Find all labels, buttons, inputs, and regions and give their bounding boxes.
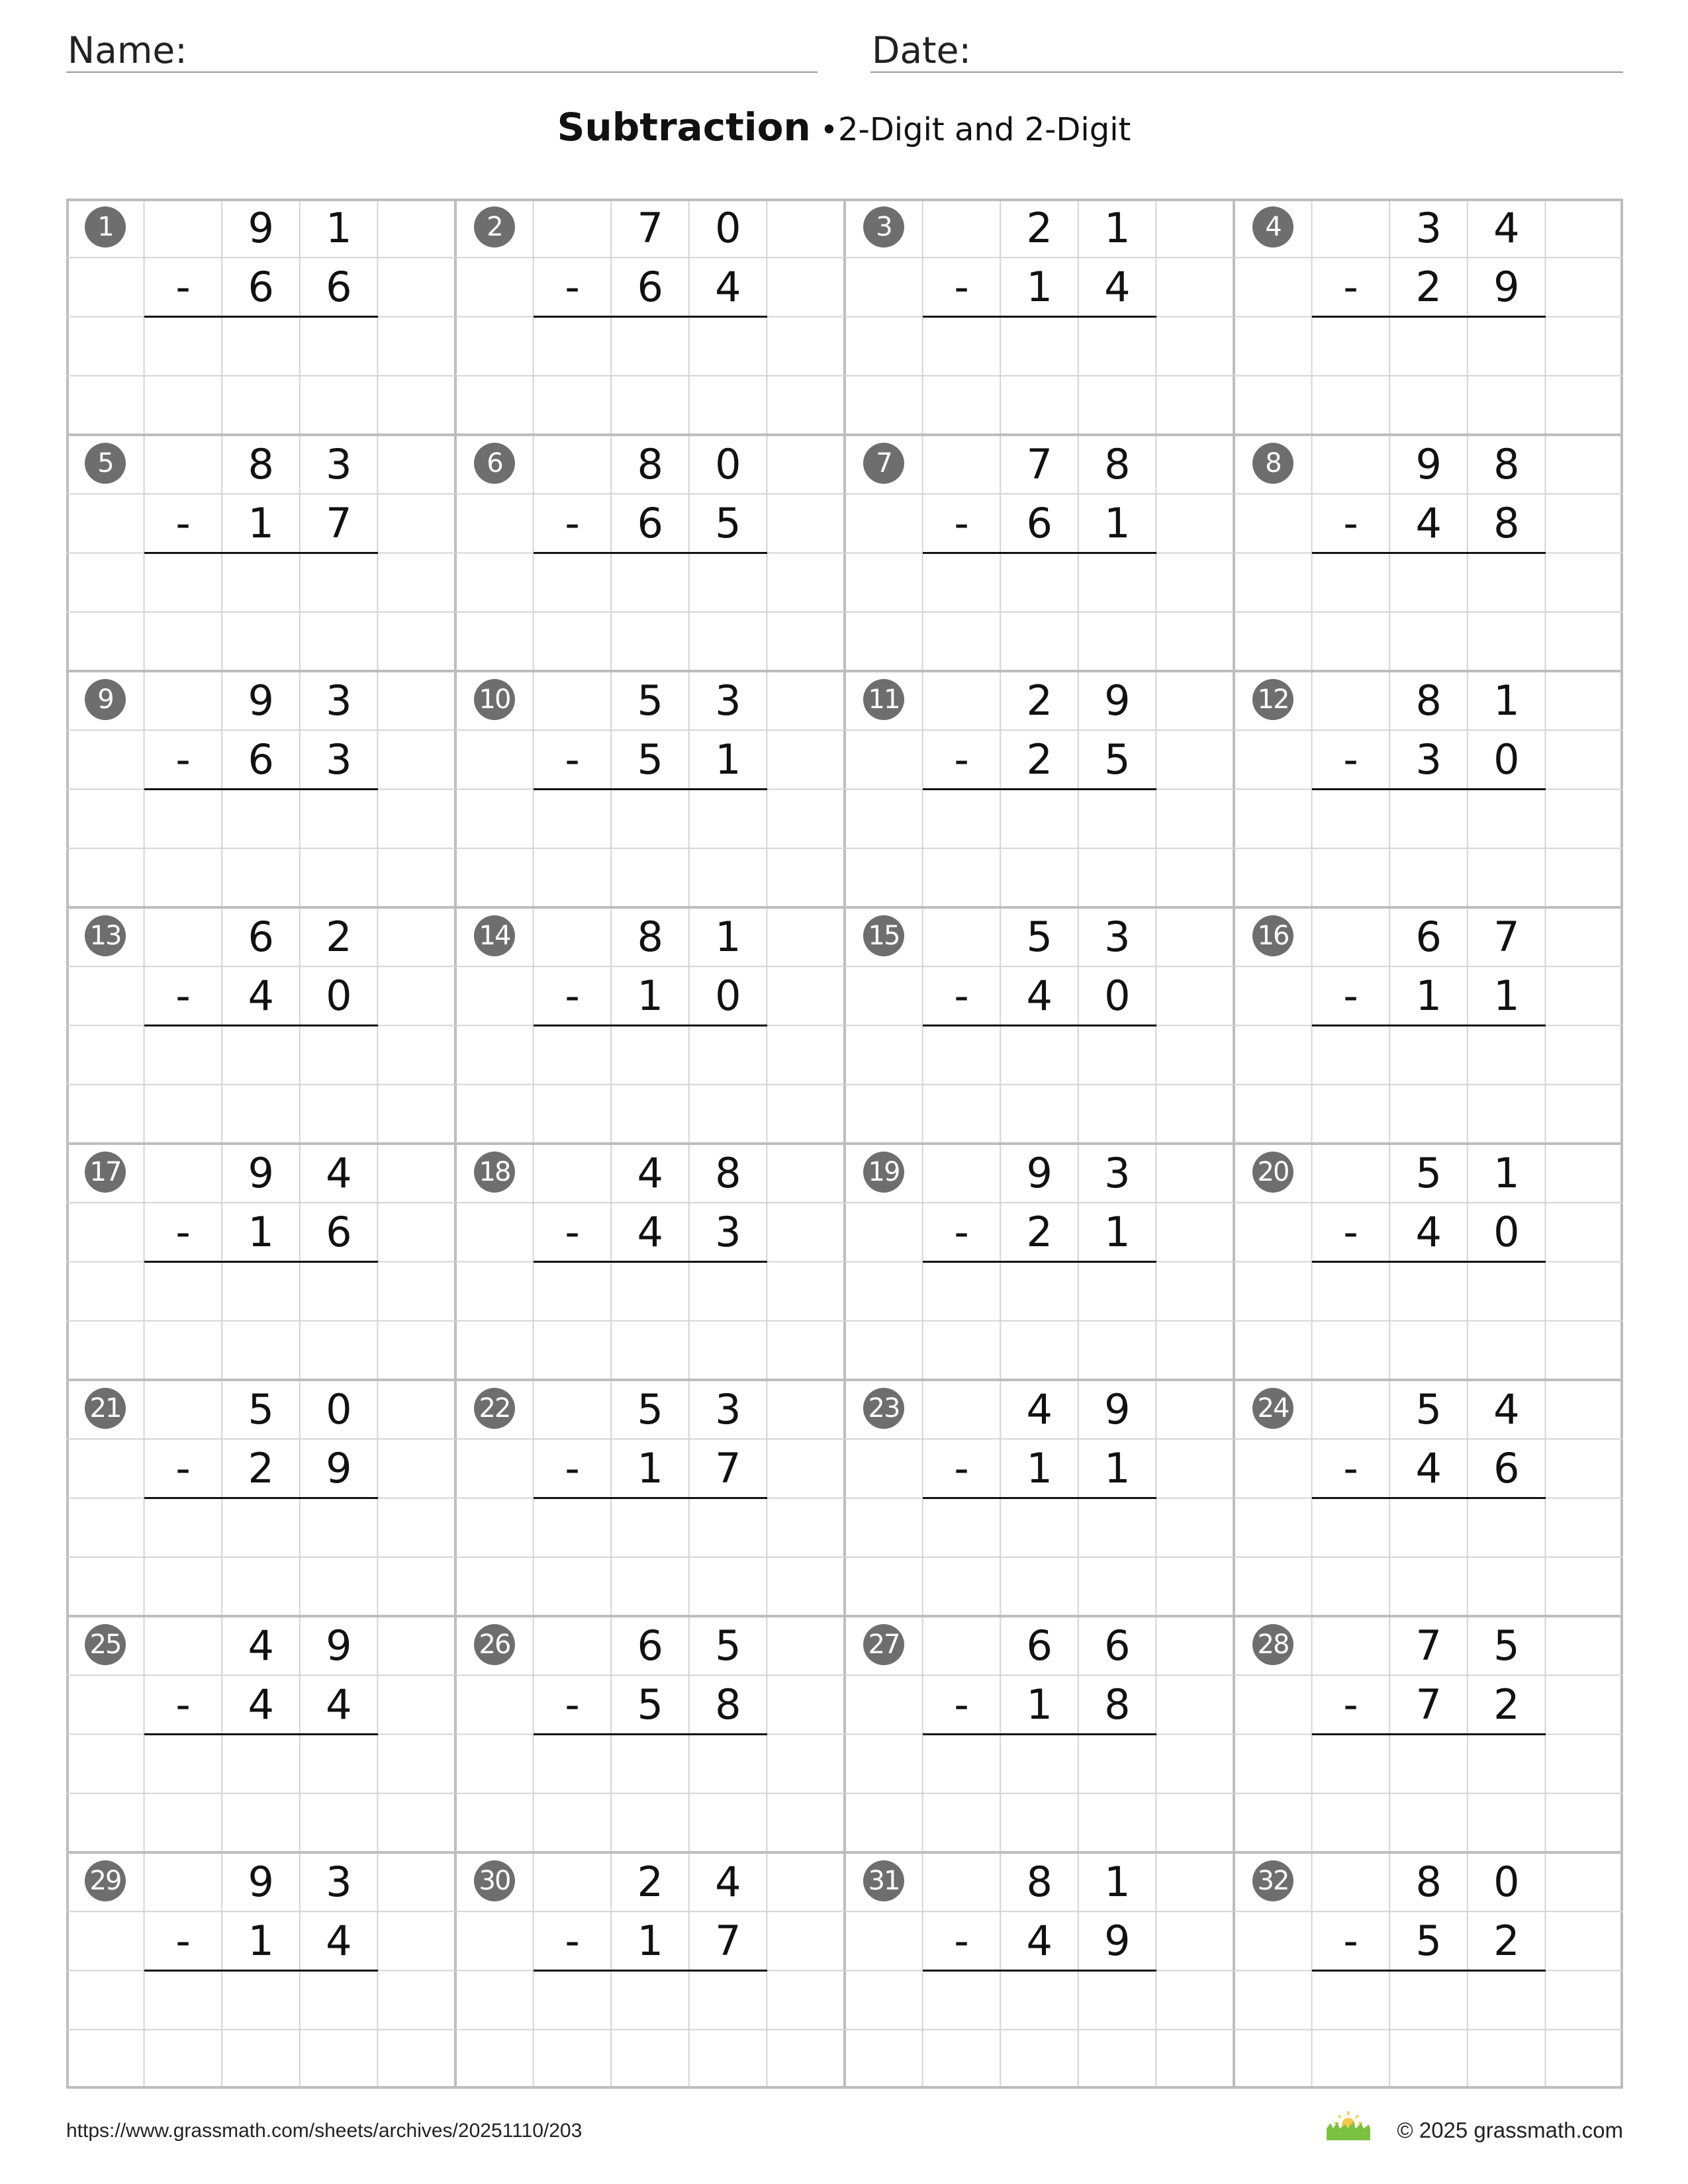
- minuend-ones-digit: 3: [715, 1385, 741, 1433]
- problem: [845, 1616, 1234, 1852]
- answer-area[interactable]: [1312, 1262, 1546, 1381]
- minuend-tens-digit: 8: [637, 440, 663, 488]
- minus-sign: -: [565, 1917, 580, 1966]
- answer-area[interactable]: [1312, 1735, 1546, 1853]
- subtrahend-tens-digit: 7: [1415, 1680, 1442, 1729]
- problem: [1234, 671, 1623, 907]
- subtrahend-ones-digit: 6: [1493, 1444, 1520, 1493]
- problem: [1234, 1144, 1623, 1380]
- answer-area[interactable]: [1312, 1971, 1546, 2089]
- subtrahend-tens-digit: 5: [637, 735, 663, 784]
- problem: [455, 1852, 845, 2089]
- minus-sign: -: [1343, 263, 1358, 312]
- problem-number-badge: 26: [474, 1624, 515, 1665]
- subtrahend-ones-digit: 9: [1493, 263, 1520, 312]
- subtrahend-ones-digit: 1: [1104, 1444, 1131, 1493]
- minus-sign: -: [1343, 1917, 1358, 1966]
- answer-area[interactable]: [534, 1498, 767, 1617]
- minuend-ones-digit: 3: [1104, 913, 1131, 961]
- minuend-ones-digit: 1: [1104, 204, 1131, 252]
- problem: [845, 435, 1234, 671]
- subtrahend-tens-digit: 1: [637, 972, 663, 1021]
- problem: [845, 907, 1234, 1144]
- answer-area[interactable]: [1312, 790, 1546, 908]
- minuend-tens-digit: 8: [637, 913, 663, 961]
- problem: [1234, 1380, 1623, 1616]
- minuend-ones-digit: 1: [1493, 1149, 1520, 1197]
- problem-number-badge: 23: [863, 1388, 904, 1429]
- problem: [66, 1380, 455, 1616]
- minuend-ones-digit: 7: [1493, 913, 1520, 961]
- minuend-tens-digit: 6: [637, 1621, 663, 1670]
- minuend-tens-digit: 8: [248, 440, 274, 488]
- problem-number-badge: 9: [85, 679, 126, 720]
- answer-area[interactable]: [144, 1026, 378, 1144]
- problem: [66, 1144, 455, 1380]
- subtrahend-tens-digit: 5: [637, 1680, 663, 1729]
- answer-area[interactable]: [1312, 1026, 1546, 1144]
- minus-sign: -: [954, 499, 969, 548]
- minuend-tens-digit: 9: [248, 1858, 274, 1906]
- subtrahend-ones-digit: 0: [1104, 972, 1131, 1021]
- minus-sign: -: [954, 1444, 969, 1493]
- minus-sign: -: [1343, 1680, 1358, 1729]
- minuend-tens-digit: 9: [248, 204, 274, 252]
- problem: [66, 671, 455, 907]
- minus-sign: -: [1343, 972, 1358, 1021]
- subtrahend-tens-digit: 2: [1415, 263, 1442, 312]
- subtrahend-ones-digit: 4: [326, 1680, 352, 1729]
- minus-sign: -: [565, 1444, 580, 1493]
- minuend-ones-digit: 8: [715, 1149, 741, 1197]
- problem: [66, 199, 455, 435]
- minuend-tens-digit: 2: [1026, 204, 1053, 252]
- problem-number-badge: 2: [474, 206, 515, 248]
- minuend-tens-digit: 8: [1026, 1858, 1053, 1906]
- minuend-tens-digit: 9: [1415, 440, 1442, 488]
- answer-area[interactable]: [144, 1262, 378, 1381]
- minuend-ones-digit: 9: [1104, 1385, 1131, 1433]
- footer-copyright: © 2025 grassmath.com: [1397, 2118, 1623, 2142]
- problem: [66, 1616, 455, 1852]
- answer-area[interactable]: [534, 553, 767, 672]
- name-field[interactable]: [66, 25, 818, 73]
- minuend-ones-digit: 0: [715, 204, 741, 252]
- minus-sign: -: [175, 1208, 191, 1257]
- problem: [845, 1852, 1234, 2089]
- minuend-ones-digit: 3: [326, 676, 352, 725]
- minus-sign: -: [175, 1444, 191, 1493]
- minuend-ones-digit: 1: [1104, 1858, 1131, 1906]
- minuend-tens-digit: 2: [1026, 676, 1053, 725]
- problem-number-badge: 11: [863, 679, 904, 720]
- subtrahend-ones-digit: 2: [1493, 1917, 1520, 1966]
- subtrahend-tens-digit: 1: [637, 1917, 663, 1966]
- problem-number-badge: 18: [474, 1152, 515, 1193]
- problem-grid: [66, 199, 1623, 2089]
- answer-area[interactable]: [534, 1735, 767, 1853]
- problem-number-badge: 21: [85, 1388, 126, 1429]
- minuend-tens-digit: 5: [1415, 1385, 1442, 1433]
- minuend-ones-digit: 9: [326, 1621, 352, 1670]
- subtrahend-tens-digit: 1: [248, 1917, 274, 1966]
- subtrahend-tens-digit: 3: [1415, 735, 1442, 784]
- problem-number-badge: 1: [85, 206, 126, 248]
- problem-number-badge: 20: [1252, 1152, 1293, 1193]
- subtrahend-ones-digit: 3: [715, 1208, 741, 1257]
- subtrahend-ones-digit: 4: [715, 263, 741, 312]
- minuend-ones-digit: 6: [1104, 1621, 1131, 1670]
- problem: [455, 435, 845, 671]
- answer-area[interactable]: [144, 317, 378, 435]
- minus-sign: -: [1343, 1444, 1358, 1493]
- minuend-ones-digit: 3: [1104, 1149, 1131, 1197]
- minus-sign: -: [175, 1680, 191, 1729]
- subtrahend-ones-digit: 8: [1104, 1680, 1131, 1729]
- subtrahend-tens-digit: 6: [637, 263, 663, 312]
- answer-area[interactable]: [923, 553, 1156, 672]
- minuend-ones-digit: 8: [1493, 440, 1520, 488]
- problem: [455, 1144, 845, 1380]
- minuend-tens-digit: 6: [248, 913, 274, 961]
- subtrahend-tens-digit: 4: [637, 1208, 663, 1257]
- problem-number-badge: 4: [1252, 206, 1293, 248]
- answer-area[interactable]: [534, 1026, 767, 1144]
- minuend-tens-digit: 5: [248, 1385, 274, 1433]
- minuend-tens-digit: 5: [637, 676, 663, 725]
- subtrahend-ones-digit: 6: [326, 1208, 352, 1257]
- problem: [1234, 199, 1623, 435]
- minuend-tens-digit: 9: [248, 676, 274, 725]
- problem: [455, 907, 845, 1144]
- minuend-tens-digit: 9: [248, 1149, 274, 1197]
- problem-number-badge: 16: [1252, 915, 1293, 956]
- minuend-ones-digit: 5: [715, 1621, 741, 1670]
- subtrahend-ones-digit: 0: [326, 972, 352, 1021]
- minuend-tens-digit: 7: [637, 204, 663, 252]
- minus-sign: -: [954, 972, 969, 1021]
- subtrahend-tens-digit: 6: [248, 735, 274, 784]
- minuend-ones-digit: 4: [1493, 204, 1520, 252]
- minus-sign: -: [954, 1208, 969, 1257]
- minuend-tens-digit: 4: [637, 1149, 663, 1197]
- problem-number-badge: 27: [863, 1624, 904, 1665]
- minus-sign: -: [175, 263, 191, 312]
- subtrahend-tens-digit: 6: [248, 263, 274, 312]
- minuend-ones-digit: 0: [1493, 1858, 1520, 1906]
- minuend-ones-digit: 9: [1104, 676, 1131, 725]
- answer-area[interactable]: [923, 1735, 1156, 1853]
- answer-area[interactable]: [923, 1026, 1156, 1144]
- subtrahend-ones-digit: 3: [326, 735, 352, 784]
- subtrahend-ones-digit: 1: [715, 735, 741, 784]
- subtrahend-ones-digit: 1: [1493, 972, 1520, 1021]
- problem: [1234, 907, 1623, 1144]
- subtrahend-tens-digit: 4: [1415, 1444, 1442, 1493]
- subtrahend-tens-digit: 2: [1026, 1208, 1053, 1257]
- answer-area[interactable]: [534, 1262, 767, 1381]
- minuend-ones-digit: 3: [326, 1858, 352, 1906]
- subtrahend-ones-digit: 9: [1104, 1917, 1131, 1966]
- answer-area[interactable]: [144, 1735, 378, 1853]
- subtrahend-tens-digit: 5: [1415, 1917, 1442, 1966]
- minuend-ones-digit: 2: [326, 913, 352, 961]
- problem: [455, 1616, 845, 1852]
- problem-number-badge: 12: [1252, 679, 1293, 720]
- grass-sun-logo-icon: [1325, 2109, 1372, 2142]
- subtrahend-ones-digit: 6: [326, 263, 352, 312]
- minuend-tens-digit: 6: [1415, 913, 1442, 961]
- answer-area[interactable]: [923, 1971, 1156, 2089]
- subtrahend-ones-digit: 1: [1104, 499, 1131, 548]
- minuend-ones-digit: 0: [326, 1385, 352, 1433]
- minuend-ones-digit: 1: [326, 204, 352, 252]
- minuend-ones-digit: 1: [1493, 676, 1520, 725]
- minuend-ones-digit: 4: [715, 1858, 741, 1906]
- problem: [1234, 435, 1623, 671]
- problem: [66, 1852, 455, 2089]
- subtrahend-tens-digit: 1: [1026, 1680, 1053, 1729]
- answer-area[interactable]: [534, 790, 767, 908]
- problem-number-badge: 24: [1252, 1388, 1293, 1429]
- subtrahend-ones-digit: 0: [1493, 735, 1520, 784]
- date-field[interactable]: [870, 25, 1623, 73]
- minuend-tens-digit: 3: [1415, 204, 1442, 252]
- minuend-ones-digit: 1: [715, 913, 741, 961]
- title-main: Subtraction: [557, 105, 811, 150]
- minus-sign: -: [175, 499, 191, 548]
- answer-area[interactable]: [923, 1262, 1156, 1381]
- subtrahend-ones-digit: 8: [715, 1680, 741, 1729]
- answer-area[interactable]: [144, 1498, 378, 1617]
- minuend-ones-digit: 0: [715, 440, 741, 488]
- answer-area[interactable]: [144, 790, 378, 908]
- problem: [66, 435, 455, 671]
- minuend-ones-digit: 8: [1104, 440, 1131, 488]
- minus-sign: -: [565, 1208, 580, 1257]
- minus-sign: -: [954, 1680, 969, 1729]
- problem: [1234, 1616, 1623, 1852]
- footer-url: https://www.grassmath.com/sheets/archives/20251110/203: [66, 2120, 583, 2142]
- answer-area[interactable]: [534, 1971, 767, 2089]
- minuend-tens-digit: 4: [248, 1621, 274, 1670]
- subtrahend-ones-digit: 0: [715, 972, 741, 1021]
- subtrahend-tens-digit: 2: [248, 1444, 274, 1493]
- minuend-tens-digit: 4: [1026, 1385, 1053, 1433]
- date-label: Date:: [872, 29, 971, 71]
- minuend-tens-digit: 7: [1026, 440, 1053, 488]
- problem-number-badge: 29: [85, 1860, 126, 1901]
- problem-number-badge: 10: [474, 679, 515, 720]
- minuend-tens-digit: 7: [1415, 1621, 1442, 1670]
- minus-sign: -: [565, 263, 580, 312]
- problem: [455, 671, 845, 907]
- problem-number-badge: 28: [1252, 1624, 1293, 1665]
- problem-number-badge: 6: [474, 443, 515, 484]
- minus-sign: -: [1343, 735, 1358, 784]
- answer-area[interactable]: [923, 1498, 1156, 1617]
- minus-sign: -: [565, 499, 580, 548]
- problem-number-badge: 17: [85, 1152, 126, 1193]
- answer-area[interactable]: [1312, 317, 1546, 435]
- problem: [455, 199, 845, 435]
- problem: [845, 1380, 1234, 1616]
- minus-sign: -: [175, 735, 191, 784]
- minus-sign: -: [1343, 1208, 1358, 1257]
- subtrahend-ones-digit: 5: [1104, 735, 1131, 784]
- minuend-tens-digit: 9: [1026, 1149, 1053, 1197]
- subtrahend-ones-digit: 9: [326, 1444, 352, 1493]
- subtrahend-tens-digit: 1: [248, 499, 274, 548]
- subtrahend-tens-digit: 1: [1026, 1444, 1053, 1493]
- minus-sign: -: [954, 263, 969, 312]
- problem-number-badge: 22: [474, 1388, 515, 1429]
- subtrahend-tens-digit: 4: [1415, 1208, 1442, 1257]
- problem-number-badge: 7: [863, 443, 904, 484]
- subtrahend-tens-digit: 1: [248, 1208, 274, 1257]
- answer-area[interactable]: [923, 317, 1156, 435]
- subtrahend-tens-digit: 4: [248, 972, 274, 1021]
- minuend-ones-digit: 3: [715, 676, 741, 725]
- problem-number-badge: 8: [1252, 443, 1293, 484]
- problem-number-badge: 25: [85, 1624, 126, 1665]
- subtrahend-tens-digit: 4: [248, 1680, 274, 1729]
- minuend-tens-digit: 8: [1415, 1858, 1442, 1906]
- subtrahend-ones-digit: 7: [715, 1444, 741, 1493]
- subtrahend-tens-digit: 4: [1026, 1917, 1053, 1966]
- subtrahend-tens-digit: 6: [1026, 499, 1053, 548]
- problem: [845, 1144, 1234, 1380]
- minus-sign: -: [954, 1917, 969, 1966]
- minus-sign: -: [175, 1917, 191, 1966]
- subtrahend-tens-digit: 1: [1415, 972, 1442, 1021]
- problem-number-badge: 32: [1252, 1860, 1293, 1901]
- title-bullet: •: [820, 112, 838, 148]
- subtrahend-ones-digit: 4: [326, 1917, 352, 1966]
- minuend-ones-digit: 4: [1493, 1385, 1520, 1433]
- problem: [845, 199, 1234, 435]
- subtrahend-tens-digit: 1: [1026, 263, 1053, 312]
- subtrahend-ones-digit: 5: [715, 499, 741, 548]
- answer-area[interactable]: [144, 553, 378, 672]
- subtrahend-tens-digit: 1: [637, 1444, 663, 1493]
- minuend-tens-digit: 5: [1026, 913, 1053, 961]
- subtrahend-tens-digit: 4: [1415, 499, 1442, 548]
- problem-number-badge: 14: [474, 915, 515, 956]
- subtrahend-tens-digit: 6: [637, 499, 663, 548]
- subtrahend-ones-digit: 1: [1104, 1208, 1131, 1257]
- answer-area[interactable]: [1312, 1498, 1546, 1617]
- subtrahend-ones-digit: 7: [715, 1917, 741, 1966]
- worksheet-title: [0, 105, 1688, 150]
- problem-number-badge: 13: [85, 915, 126, 956]
- subtrahend-ones-digit: 0: [1493, 1208, 1520, 1257]
- answer-area[interactable]: [144, 1971, 378, 2089]
- subtrahend-ones-digit: 2: [1493, 1680, 1520, 1729]
- minus-sign: -: [565, 972, 580, 1021]
- minuend-tens-digit: 8: [1415, 676, 1442, 725]
- minuend-tens-digit: 5: [637, 1385, 663, 1433]
- minuend-tens-digit: 5: [1415, 1149, 1442, 1197]
- problem-number-badge: 19: [863, 1152, 904, 1193]
- problem-number-badge: 31: [863, 1860, 904, 1901]
- problem: [455, 1380, 845, 1616]
- answer-area[interactable]: [534, 317, 767, 435]
- minus-sign: -: [954, 735, 969, 784]
- minuend-tens-digit: 6: [1026, 1621, 1053, 1670]
- name-label: Name:: [68, 29, 187, 71]
- subtrahend-ones-digit: 8: [1493, 499, 1520, 548]
- problem: [66, 907, 455, 1144]
- problem-number-badge: 30: [474, 1860, 515, 1901]
- minuend-ones-digit: 3: [326, 440, 352, 488]
- minus-sign: -: [565, 735, 580, 784]
- subtrahend-ones-digit: 7: [326, 499, 352, 548]
- subtrahend-tens-digit: 2: [1026, 735, 1053, 784]
- minuend-tens-digit: 2: [637, 1858, 663, 1906]
- minus-sign: -: [565, 1680, 580, 1729]
- problem: [1234, 1852, 1623, 2089]
- minuend-ones-digit: 5: [1493, 1621, 1520, 1670]
- problem-number-badge: 15: [863, 915, 904, 956]
- subtrahend-ones-digit: 4: [1104, 263, 1131, 312]
- minus-sign: -: [175, 972, 191, 1021]
- answer-area[interactable]: [923, 790, 1156, 908]
- minus-sign: -: [1343, 499, 1358, 548]
- title-subtitle: 2-Digit and 2-Digit: [837, 111, 1131, 148]
- minuend-ones-digit: 4: [326, 1149, 352, 1197]
- problem-number-badge: 3: [863, 206, 904, 248]
- answer-area[interactable]: [1312, 553, 1546, 672]
- problem-number-badge: 5: [85, 443, 126, 484]
- subtrahend-tens-digit: 4: [1026, 972, 1053, 1021]
- problem: [845, 671, 1234, 907]
